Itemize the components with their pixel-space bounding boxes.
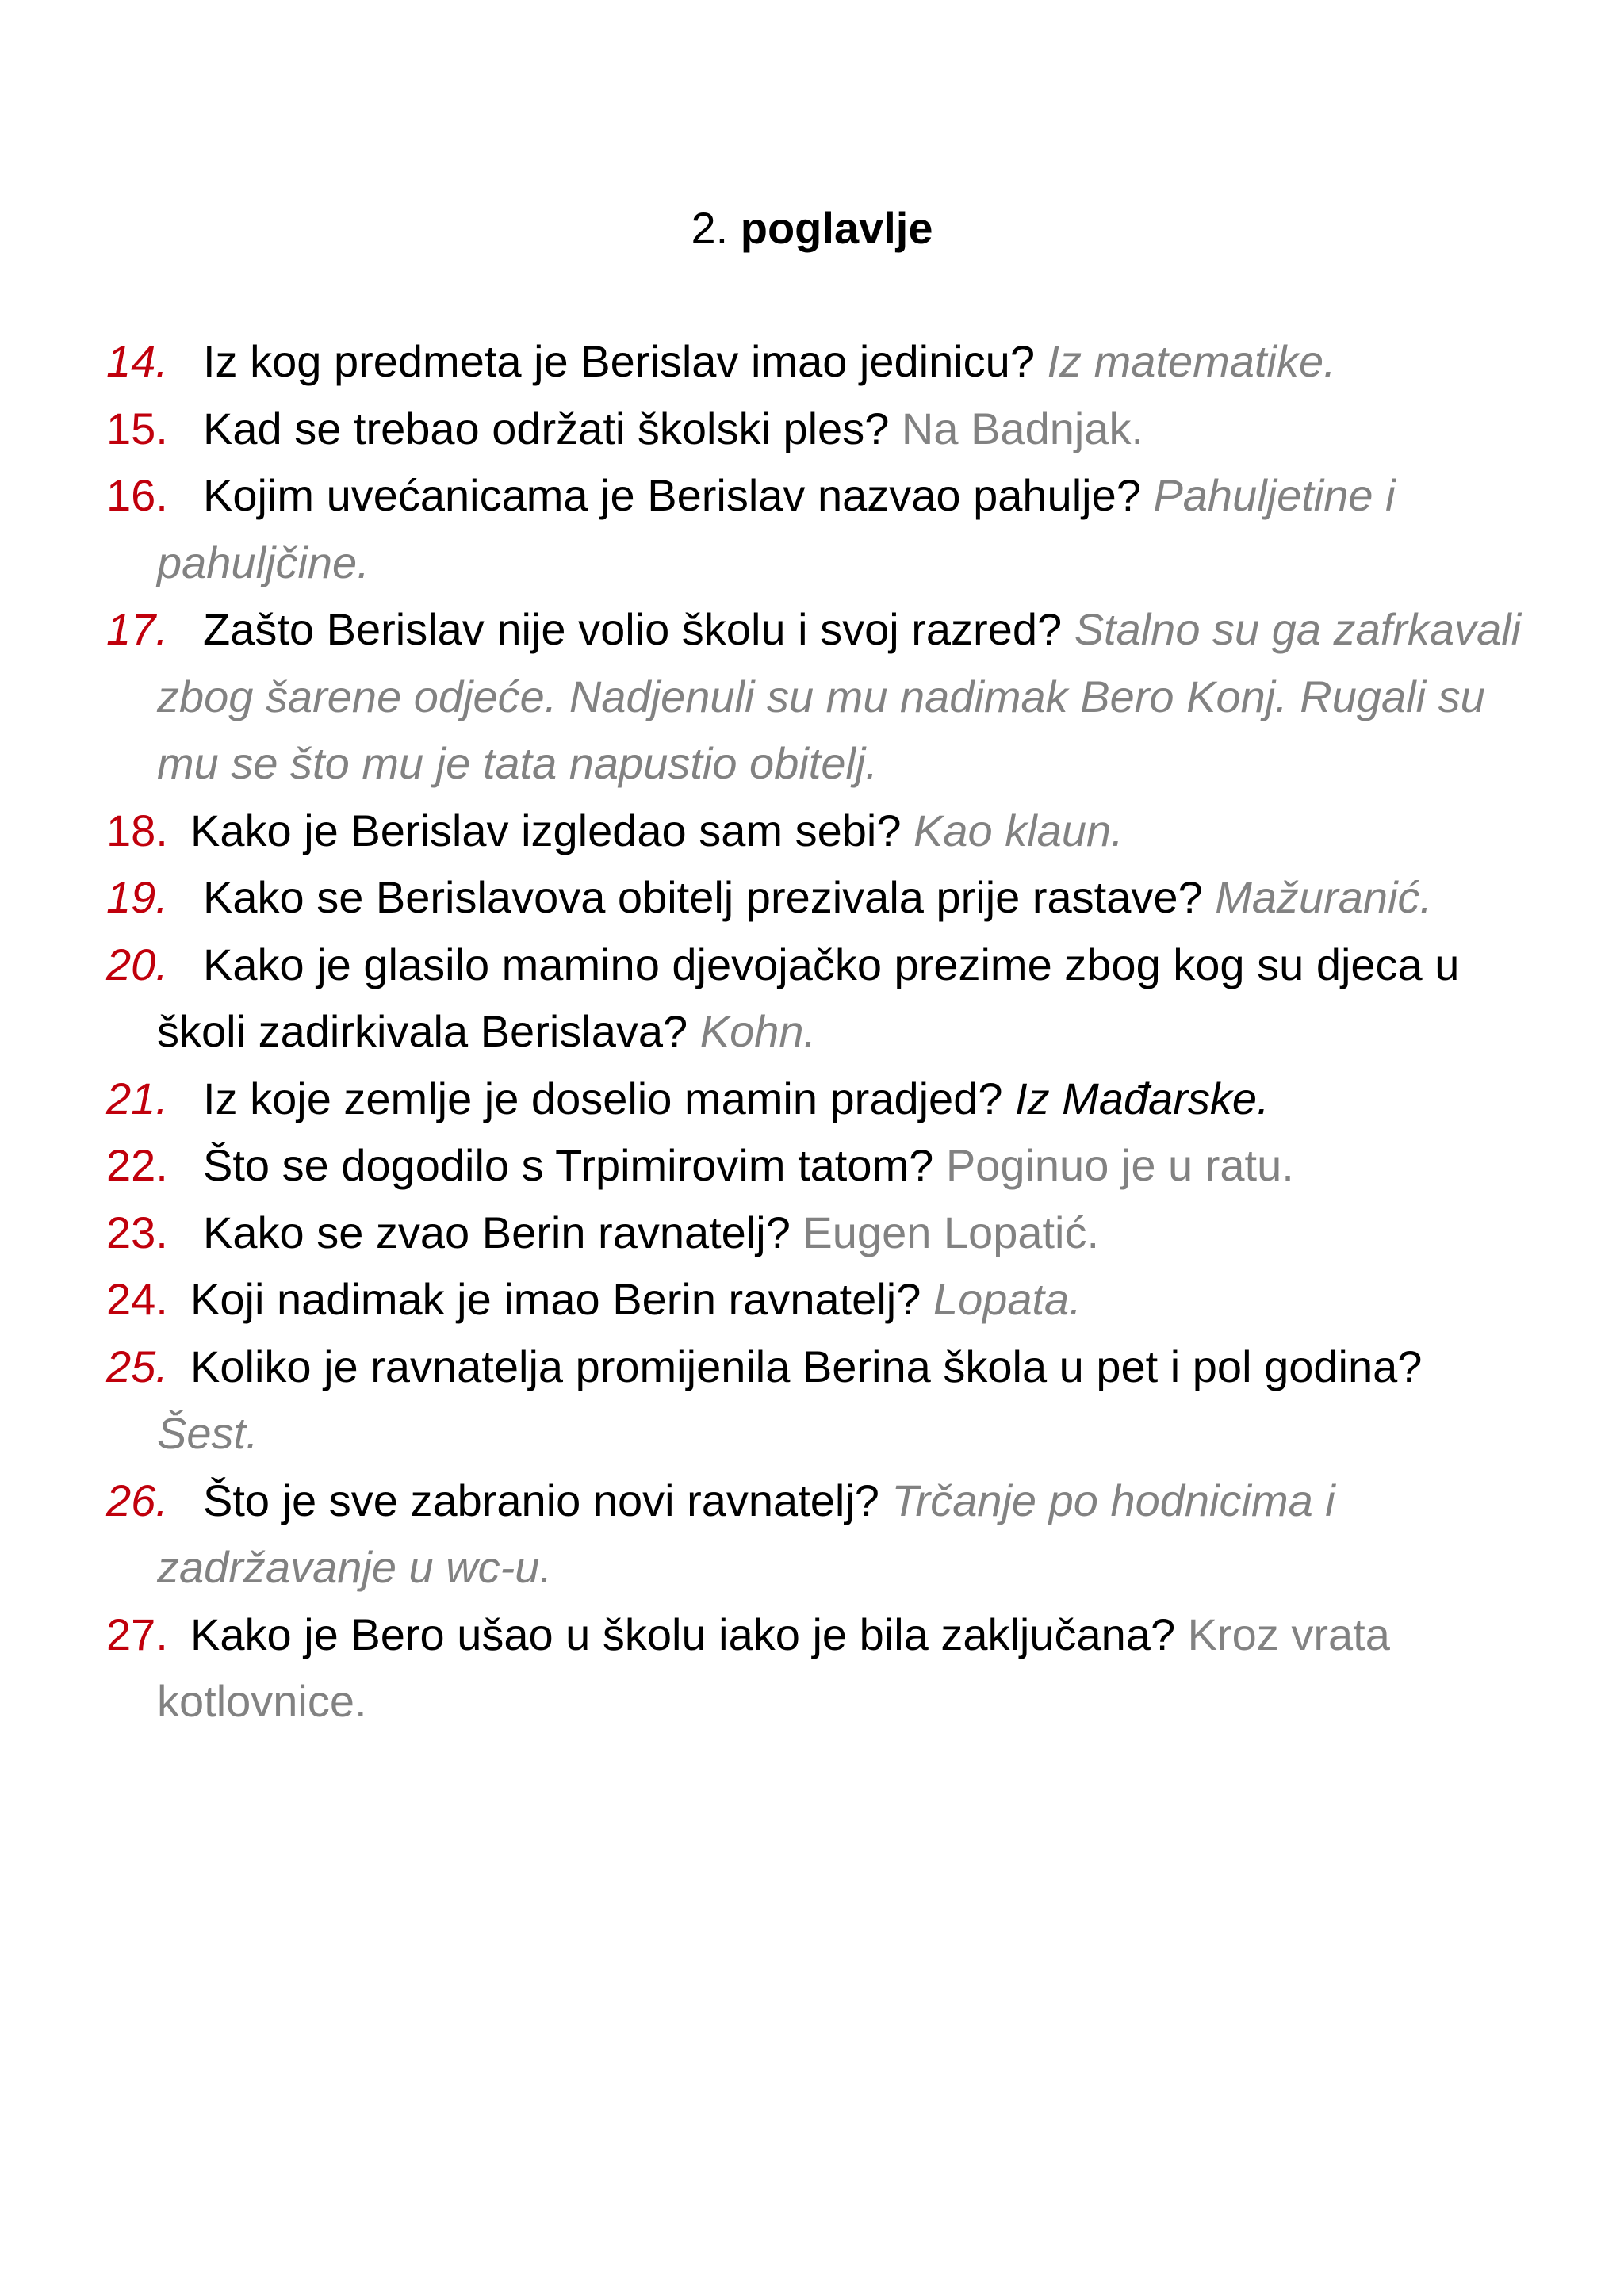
question-number: 27. (106, 1609, 168, 1659)
question-item (106, 1066, 1534, 1133)
question-item (106, 1200, 1534, 1267)
question-text: Koliko je ravnatelja promijenila Berina škola u pet i pol godina? (190, 1341, 1423, 1391)
question-number: 19. (106, 872, 168, 922)
answer-text: Kao klaun. (914, 805, 1124, 855)
question-number: 18. (106, 805, 168, 855)
answer-text: Šest. (157, 1408, 259, 1458)
question-number: 23. (106, 1207, 168, 1257)
question-text: Kako je glasilo mamino djevojačko prezime zbog kog su djeca u školi zadirkivala Berislava? (157, 939, 1460, 1056)
question-item (106, 596, 1534, 798)
answer-text: Eugen Lopatić. (802, 1207, 1100, 1257)
question-item (106, 1334, 1534, 1468)
question-number: 26. (106, 1475, 168, 1525)
question-text: Kako je Berislav izgledao sam sebi? (190, 805, 902, 855)
question-text: Kako je Bero ušao u školu iako je bila zaključana? (190, 1609, 1176, 1659)
question-text: Kad se trebao održati školski ples? (203, 403, 890, 453)
question-number: 17. (106, 604, 168, 654)
question-text: Kojim uvećanicama je Berislav nazvao pahulje? (203, 470, 1141, 520)
question-number: 20. (106, 939, 168, 989)
answer-text: Iz Mađarske. (1015, 1073, 1270, 1123)
answer-text: Mažuranić. (1215, 872, 1433, 922)
answer-text: Kohn. (699, 1006, 817, 1056)
answer-text: Stalno su ga zafrkavali zbog šarene odjeće. Nadjenuli su mu nadimak Bero Konj. Rugali su mu se što mu je tata napustio obitelj. (157, 604, 1522, 788)
question-item (106, 1266, 1534, 1334)
answer-text: Pahuljetine i pahuljčine. (157, 470, 1396, 587)
question-number: 22. (106, 1140, 168, 1190)
answer-text: Na Badnjak. (901, 403, 1143, 453)
answer-text: Trčanje po hodnicima i zadržavanje u wc-u. (157, 1475, 1335, 1592)
answer-text: Lopata. (933, 1274, 1082, 1324)
question-item (106, 932, 1534, 1066)
question-number: 24. (106, 1274, 168, 1324)
question-number: 16. (106, 470, 168, 520)
answer-text: Poginuo je u ratu. (945, 1140, 1294, 1190)
chapter-number: 2. (691, 203, 729, 253)
chapter-word: poglavlje (740, 203, 933, 253)
question-text: Kako se zvao Berin ravnatelj? (203, 1207, 791, 1257)
answer-text: Kroz vrata kotlovnice. (157, 1609, 1390, 1726)
question-number: 25. (106, 1341, 168, 1391)
question-number: 14. (106, 336, 168, 386)
question-item (106, 462, 1534, 596)
answer-text: Iz matematike. (1047, 336, 1336, 386)
question-item (106, 328, 1534, 396)
question-item (106, 864, 1534, 932)
question-text: Zašto Berislav nije volio školu i svoj razred? (203, 604, 1063, 654)
question-text: Što je sve zabranio novi ravnatelj? (203, 1475, 879, 1525)
question-text: Iz koje zemlje je doselio mamin pradjed? (203, 1073, 1003, 1123)
chapter-heading (0, 197, 1624, 260)
question-text: Kako se Berislavova obitelj prezivala prije rastave? (203, 872, 1203, 922)
question-number: 15. (106, 403, 168, 453)
question-number: 21. (106, 1073, 168, 1123)
question-item (106, 1132, 1534, 1200)
question-text: Iz kog predmeta je Berislav imao jedinicu? (203, 336, 1035, 386)
question-item (106, 1468, 1534, 1601)
question-list (106, 328, 1534, 1735)
question-text: Što se dogodilo s Trpimirovim tatom? (203, 1140, 934, 1190)
question-item (106, 1601, 1534, 1735)
question-text: Koji nadimak je imao Berin ravnatelj? (190, 1274, 921, 1324)
question-item (106, 396, 1534, 463)
question-item (106, 798, 1534, 865)
